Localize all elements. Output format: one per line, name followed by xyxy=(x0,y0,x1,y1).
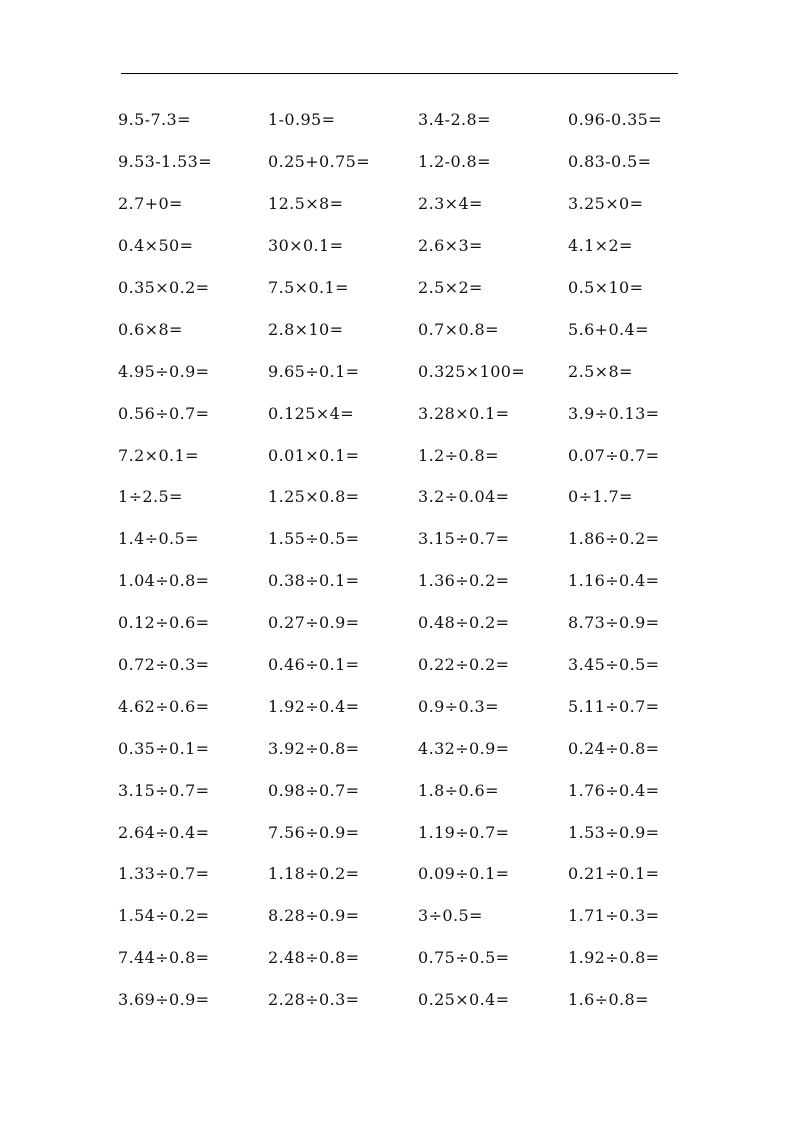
problem-cell: 0.9÷0.3= xyxy=(418,696,499,716)
problem-cell: 4.62÷0.6= xyxy=(118,696,210,716)
problem-cell: 3.25×0= xyxy=(568,194,644,214)
problem-row xyxy=(118,895,718,937)
problem-row xyxy=(118,476,718,518)
problem-cell: 3÷0.5= xyxy=(418,906,483,926)
problem-cell: 0.75÷0.5= xyxy=(418,948,510,968)
problem-cell: 9.5-7.3= xyxy=(118,110,191,130)
problem-cell: 0.35÷0.1= xyxy=(118,738,210,758)
problem-cell: 7.56÷0.9= xyxy=(268,822,360,842)
problem-row xyxy=(118,183,718,225)
problem-cell: 0.125×4= xyxy=(268,403,354,423)
problem-row xyxy=(118,602,718,644)
problem-cell: 1.2÷0.8= xyxy=(418,445,499,465)
problem-cell: 0.7×0.8= xyxy=(418,319,499,339)
problem-cell: 8.73÷0.9= xyxy=(568,613,660,633)
problem-cell: 3.15÷0.7= xyxy=(418,529,510,549)
problem-cell: 0.98÷0.7= xyxy=(268,780,360,800)
problem-cell: 2.7+0= xyxy=(118,194,183,214)
problem-cell: 1.54÷0.2= xyxy=(118,906,210,926)
problem-cell: 0.325×100= xyxy=(418,361,526,381)
problem-row xyxy=(118,518,718,560)
problem-cell: 12.5×8= xyxy=(268,194,344,214)
problem-cell: 0.96-0.35= xyxy=(568,110,663,130)
problem-cell: 1.55÷0.5= xyxy=(268,529,360,549)
problem-cell: 4.1×2= xyxy=(568,236,633,256)
problem-cell: 0.4×50= xyxy=(118,236,194,256)
problem-cell: 0.27÷0.9= xyxy=(268,613,360,633)
problem-cell: 7.5×0.1= xyxy=(268,278,349,297)
problem-row xyxy=(118,685,718,727)
problem-cell: 2.48÷0.8= xyxy=(268,948,360,968)
problem-cell: 9.53-1.53= xyxy=(118,152,213,172)
problem-row xyxy=(118,308,718,350)
problem-row xyxy=(118,937,718,979)
problem-cell: 1.71÷0.3= xyxy=(568,906,660,926)
problem-cell: 2.6×3= xyxy=(418,236,483,256)
problem-cell: 4.95÷0.9= xyxy=(118,361,210,381)
problem-cell: 30×0.1= xyxy=(268,236,344,256)
problem-cell: 3.45÷0.5= xyxy=(568,655,660,675)
problem-cell: 0.6×8= xyxy=(118,319,183,339)
problem-cell: 3.15÷0.7= xyxy=(118,780,210,800)
problem-cell: 1.6÷0.8= xyxy=(568,990,649,1010)
problem-cell: 0.5×10= xyxy=(568,278,644,297)
problem-cell: 1-0.95= xyxy=(268,110,336,130)
problem-cell: 0.72÷0.3= xyxy=(118,655,210,675)
problem-row xyxy=(118,392,718,434)
problem-row xyxy=(118,644,718,686)
problem-cell: 2.28÷0.3= xyxy=(268,990,360,1010)
problem-cell: 8.28÷0.9= xyxy=(268,906,360,926)
problem-cell: 1.92÷0.4= xyxy=(268,696,360,716)
problem-cell: 1.04÷0.8= xyxy=(118,571,210,591)
problem-row xyxy=(118,727,718,769)
problem-cell: 1.36÷0.2= xyxy=(418,571,510,591)
problem-cell: 3.92÷0.8= xyxy=(268,738,360,758)
problem-grid xyxy=(118,99,718,1021)
problem-cell: 7.2×0.1= xyxy=(118,445,199,465)
problem-cell: 7.44÷0.8= xyxy=(118,948,210,968)
problem-row xyxy=(118,979,718,1021)
problem-row xyxy=(118,99,718,141)
problem-row xyxy=(118,769,718,811)
header-rule xyxy=(121,73,678,74)
problem-cell: 1.18÷0.2= xyxy=(268,864,360,884)
problem-cell: 0.35×0.2= xyxy=(118,278,210,297)
problem-cell: 2.5×8= xyxy=(568,361,633,381)
problem-row xyxy=(118,811,718,853)
problem-cell: 0÷1.7= xyxy=(568,487,633,507)
problem-cell: 1.25×0.8= xyxy=(268,487,360,507)
problem-cell: 1.16÷0.4= xyxy=(568,571,660,591)
problem-cell: 1.76÷0.4= xyxy=(568,780,660,800)
problem-cell: 0.25+0.75= xyxy=(268,152,371,172)
problem-cell: 1.33÷0.7= xyxy=(118,864,210,884)
problem-cell: 1.86÷0.2= xyxy=(568,529,660,549)
problem-cell: 0.07÷0.7= xyxy=(568,445,660,465)
problem-cell: 2.5×2= xyxy=(418,278,483,297)
problem-cell: 9.65÷0.1= xyxy=(268,361,360,381)
problem-cell: 1.8÷0.6= xyxy=(418,780,499,800)
problem-cell: 0.09÷0.1= xyxy=(418,864,510,884)
problem-cell: 1.2-0.8= xyxy=(418,152,491,172)
problem-cell: 0.21÷0.1= xyxy=(568,864,660,884)
problem-cell: 3.4-2.8= xyxy=(418,110,491,130)
problem-cell: 5.6+0.4= xyxy=(568,319,649,339)
problem-cell: 0.46÷0.1= xyxy=(268,655,360,675)
problem-row xyxy=(118,434,718,476)
problem-cell: 3.28×0.1= xyxy=(418,403,510,423)
problem-cell: 1.53÷0.9= xyxy=(568,822,660,842)
problem-cell: 0.25×0.4= xyxy=(418,990,510,1010)
problem-cell: 1.19÷0.7= xyxy=(418,822,510,842)
problem-cell: 0.83-0.5= xyxy=(568,152,652,172)
problem-cell: 4.32÷0.9= xyxy=(418,738,510,758)
problem-row xyxy=(118,560,718,602)
problem-cell: 3.9÷0.13= xyxy=(568,403,660,423)
problem-cell: 0.01×0.1= xyxy=(268,445,360,465)
problem-row xyxy=(118,853,718,895)
problem-cell: 3.2÷0.04= xyxy=(418,487,510,507)
problem-cell: 0.12÷0.6= xyxy=(118,613,210,633)
problem-cell: 5.11÷0.7= xyxy=(568,696,660,716)
problem-cell: 0.22÷0.2= xyxy=(418,655,510,675)
problem-cell: 0.48÷0.2= xyxy=(418,613,510,633)
problem-row xyxy=(118,225,718,267)
problem-cell: 0.38÷0.1= xyxy=(268,571,360,591)
problem-cell: 1.92÷0.8= xyxy=(568,948,660,968)
problem-cell: 3.69÷0.9= xyxy=(118,990,210,1010)
problem-cell: 0.24÷0.8= xyxy=(568,738,660,758)
problem-cell: 2.64÷0.4= xyxy=(118,822,210,842)
problem-row xyxy=(118,350,718,392)
problem-cell: 0.56÷0.7= xyxy=(118,403,210,423)
problem-cell: 1.4÷0.5= xyxy=(118,529,199,549)
problem-cell: 2.3×4= xyxy=(418,194,483,214)
problem-row xyxy=(118,267,718,309)
problem-row xyxy=(118,141,718,183)
problem-cell: 1÷2.5= xyxy=(118,487,183,507)
problem-cell: 2.8×10= xyxy=(268,319,344,339)
